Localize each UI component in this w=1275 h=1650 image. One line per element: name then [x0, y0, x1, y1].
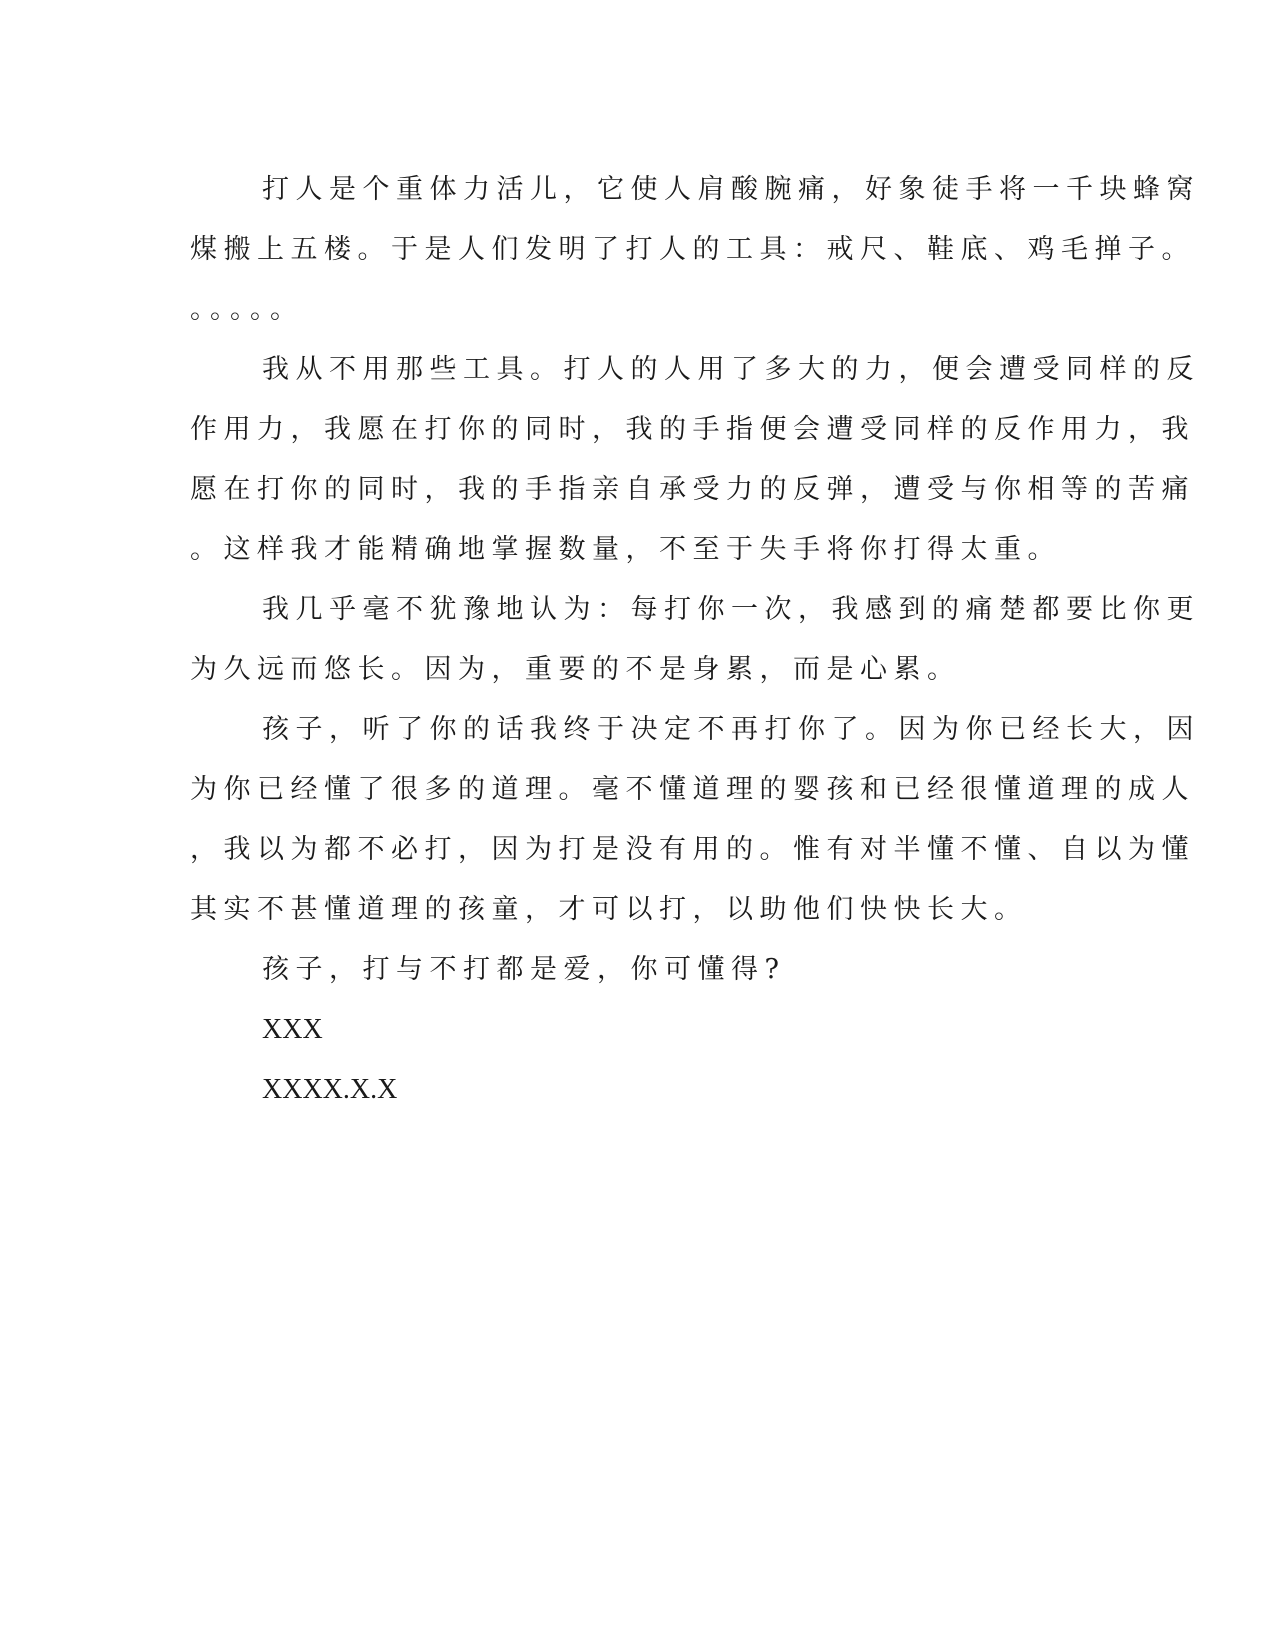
signature: XXX — [262, 1014, 323, 1045]
paragraph-4 — [190, 700, 1200, 940]
paragraph-3 — [190, 580, 1200, 700]
paragraph-line: 。。。。。 — [190, 294, 304, 325]
date: XXXX.X.X — [262, 1074, 398, 1105]
paragraph-line: 愿在打你的同时，我的手指亲自承受力的反弹，遭受与你相等的苦痛 — [190, 474, 1195, 505]
paragraph-line: 为你已经懂了很多的道理。毫不懂道理的婴孩和已经很懂道理的成人 — [190, 774, 1195, 805]
paragraph-2 — [190, 340, 1200, 580]
paragraph-line: 煤搬上五楼。于是人们发明了打人的工具：戒尺、鞋底、鸡毛掸子。 — [190, 234, 1195, 265]
paragraph-line: 我几乎毫不犹豫地认为：每打你一次，我感到的痛楚都要比你更 — [262, 594, 1200, 625]
paragraph-1 — [190, 160, 1200, 340]
paragraph-line: 孩子，听了你的话我终于决定不再打你了。因为你已经长大，因 — [262, 714, 1200, 745]
paragraph-line: ，我以为都不必打，因为打是没有用的。惟有对半懂不懂、自以为懂 — [190, 834, 1195, 865]
paragraph-line: 我从不用那些工具。打人的人用了多大的力，便会遭受同样的反 — [262, 354, 1200, 385]
paragraph-line: 作用力，我愿在打你的同时，我的手指便会遭受同样的反作用力，我 — [190, 414, 1195, 445]
paragraph-line: 为久远而悠长。因为，重要的不是身累，而是心累。 — [190, 654, 961, 685]
paragraph-line: 打人是个重体力活儿，它使人肩酸腕痛，好象徒手将一千块蜂窝 — [262, 174, 1200, 205]
paragraph-line: 孩子，打与不打都是爱，你可懂得? — [262, 954, 786, 985]
document-body — [190, 160, 1200, 1120]
paragraph-line: 其实不甚懂道理的孩童，才可以打，以助他们快快长大。 — [190, 894, 1028, 925]
paragraph-line: 。这样我才能精确地掌握数量，不至于失手将你打得太重。 — [190, 534, 1061, 565]
paragraph-5 — [190, 940, 1080, 1000]
